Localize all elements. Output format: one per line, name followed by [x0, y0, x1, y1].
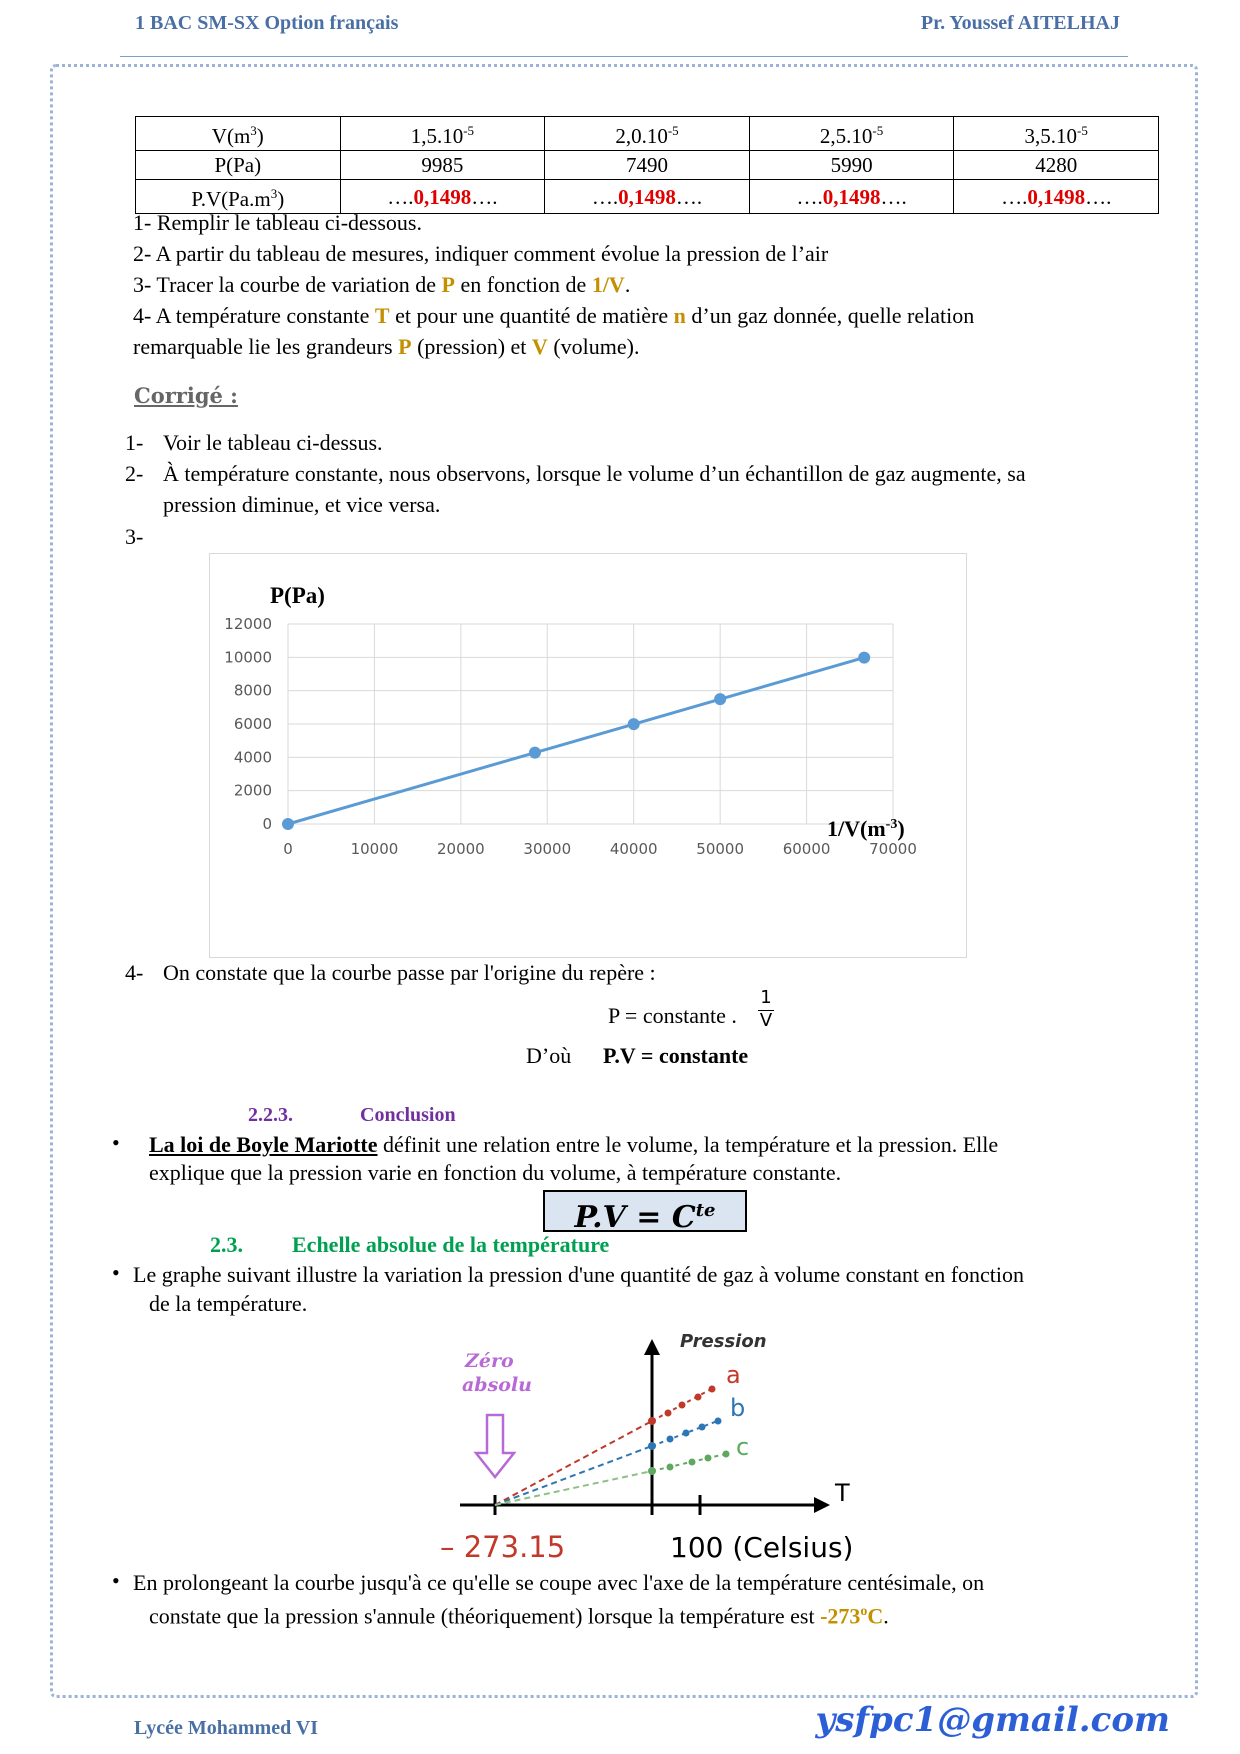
chart-xtick-label: 0	[283, 840, 293, 858]
answer-2: À température constante, nous observons, lorsque le volume d’un échantillon de gaz augmente, sa	[163, 461, 1026, 486]
equation-1: P = constante .	[608, 1003, 737, 1028]
pressure-chart	[209, 553, 967, 958]
header-course: 1 BAC SM-SX Option français	[135, 12, 399, 34]
question-4: 4- A température constante T et pour une quantité de matière n d’un gaz donnée, quelle relation	[133, 303, 975, 328]
absolute-zero-figure	[430, 1325, 890, 1575]
conclusion-text: La loi de Boyle Mariotte définit une relation entre le volume, la température et la pression. Elle	[149, 1132, 999, 1157]
corrige-title: Corrigé :	[134, 383, 238, 408]
formula-box: $P.V = C^{te}$	[543, 1190, 747, 1232]
chart-xlabel: $1/V(m^{-3})$	[827, 816, 905, 841]
chart-ytick-label: 10000	[224, 648, 272, 667]
table-cell: ….0,1498….	[340, 180, 545, 214]
chart-ytick-label: 8000	[233, 681, 272, 700]
answer-4: On constate que la courbe passe par l'origine du repère :	[163, 960, 656, 985]
table-cell: $V(m^3)$	[136, 117, 341, 151]
conclusion-number: 2.2.3.	[248, 1104, 293, 1126]
equation-2: P.V = constante	[603, 1043, 749, 1068]
section-number: 2.3.	[210, 1232, 243, 1257]
chart-ytick-label: 0	[262, 815, 272, 833]
table-cell: $3,5.10^{-5}$	[954, 117, 1159, 151]
bullet-icon: •	[112, 1568, 120, 1593]
question-4-cont: remarquable lie les grandeurs P (pression) et V (volume).	[133, 334, 640, 359]
chart-canvas	[210, 554, 966, 957]
zero-absolu-label: Zéro	[465, 1350, 514, 1372]
question-1: 1- Remplir le tableau ci-dessous.	[133, 210, 422, 235]
points-c	[648, 1451, 730, 1476]
measurement-table	[135, 116, 1159, 214]
t-label: T	[835, 1479, 850, 1507]
section-text: Le graphe suivant illustre la variation la pression d'une quantité de gaz à volume constant en fonction	[133, 1262, 1025, 1287]
table-cell: 7490	[545, 151, 750, 180]
conclusion-heading: Conclusion	[360, 1104, 456, 1126]
fraction-1-over-v: 1 V	[759, 987, 773, 1031]
table-cell: ….0,1498….	[545, 180, 750, 214]
table-cell: 5990	[749, 151, 954, 180]
chart-point	[714, 693, 726, 705]
line-a-extrapolation	[495, 1421, 652, 1505]
pression-label: Pression	[680, 1331, 767, 1352]
chart-ytick-label: 6000	[233, 715, 272, 733]
table-cell: 9985	[340, 151, 545, 180]
chart-ytick-label: 4000	[233, 748, 272, 767]
table-row	[136, 117, 1159, 151]
down-arrow-icon	[476, 1415, 514, 1477]
chart-point	[628, 718, 640, 730]
section-heading: Echelle absolue de la température	[292, 1232, 610, 1257]
chart-xtick-label: 40000	[609, 840, 658, 858]
chart-point	[282, 818, 294, 830]
answer-1-number: 1-	[125, 430, 144, 455]
chart-xtick-label: 10000	[350, 840, 399, 858]
y-axis-arrow-icon	[644, 1339, 660, 1355]
header-author: Pr. Youssef AITELHAJ	[920, 12, 1120, 34]
section-text-cont: de la température.	[149, 1291, 308, 1316]
answer-3-number: 3-	[125, 524, 144, 549]
points-a	[648, 1386, 716, 1426]
chart-ytick-label: 2000	[233, 781, 272, 800]
answer-1: Voir le tableau ci-dessus.	[163, 430, 383, 455]
line-b-extrapolation	[495, 1446, 652, 1505]
minus-273-label: – 273.15	[440, 1530, 566, 1564]
chart-xtick-label: 30000	[523, 840, 572, 858]
chart-ytick-label: 12000	[224, 615, 272, 633]
question-2: 2- A partir du tableau de mesures, indiquer comment évolue la pression de l’air	[133, 241, 829, 266]
answer-4-number: 4-	[125, 960, 144, 985]
footer-school: Lycée Mohammed VI	[134, 1717, 319, 1739]
chart-point	[529, 747, 541, 759]
section-text-3: En prolongeant la courbe jusqu'à ce qu'elle se coupe avec l'axe de la température centésimale, on	[133, 1570, 985, 1595]
conclusion-text-cont: explique que la pression varie en fonction du volume, à température constante.	[149, 1160, 842, 1185]
celsius-label: 100 (Celsius)	[670, 1531, 854, 1564]
table-cell: $2,5.10^{-5}$	[749, 117, 954, 151]
chart-xtick-label: 50000	[696, 840, 745, 858]
label-b: b	[730, 1394, 746, 1422]
table-cell: $2,0.10^{-5}$	[545, 117, 750, 151]
chart-ylabel: P(Pa)	[270, 583, 325, 608]
table-cell: ….0,1498….	[749, 180, 954, 214]
chart-point	[858, 652, 870, 664]
chart-xtick-label: 70000	[869, 840, 917, 858]
table-cell: $P.V(Pa.m^3)$	[136, 180, 341, 214]
footer-email: ysfpc1@gmail.com	[815, 1700, 1170, 1740]
x-axis-arrow-icon	[814, 1497, 830, 1513]
zero-absolu-label-2: absolu	[462, 1374, 532, 1396]
answer-2-number: 2-	[125, 461, 144, 486]
answer-2-cont: pression diminue, et vice versa.	[163, 492, 441, 517]
table-cell: ….0,1498….	[954, 180, 1159, 214]
bullet-icon: •	[112, 1260, 120, 1285]
header-divider	[120, 56, 1128, 57]
bullet-icon: •	[112, 1130, 120, 1155]
points-b	[648, 1418, 722, 1451]
equation-2-prefix: D’où	[526, 1043, 572, 1068]
label-a: a	[726, 1361, 741, 1389]
table-cell: P(Pa)	[136, 151, 341, 180]
question-3: 3- Tracer la courbe de variation de P en fonction de 1/V.	[133, 272, 631, 297]
table-cell: $1,5.10^{-5}$	[340, 117, 545, 151]
table-cell: 4280	[954, 151, 1159, 180]
chart-xtick-label: 60000	[782, 840, 831, 858]
chart-xtick-label: 20000	[436, 840, 485, 858]
table-row	[136, 151, 1159, 180]
label-c: c	[736, 1433, 750, 1461]
section-text-4: constate que la pression s'annule (théoriquement) lorsque la température est -273$^o$C.	[149, 1603, 889, 1629]
